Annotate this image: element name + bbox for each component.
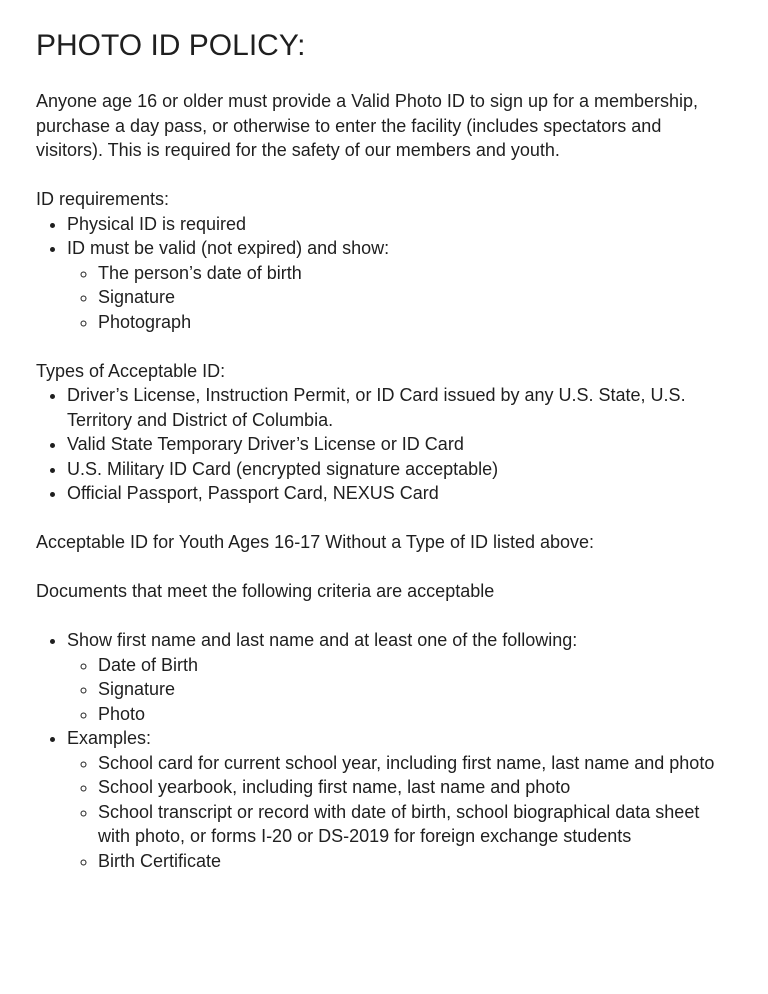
page-title: PHOTO ID POLICY:	[36, 29, 306, 62]
list-item: ◦ School yearbook, including first name, last name and photo	[98, 775, 732, 800]
list-item-text: Examples:	[67, 728, 152, 748]
list-item: • U.S. Military ID Card (encrypted signature acceptable)	[67, 457, 732, 482]
list-item: ◦ Date of Birth	[98, 653, 732, 678]
list-item: ◦ Photograph	[98, 310, 732, 335]
list-item-text: Show first name and last name and at least one of the following:	[67, 630, 578, 650]
id-requirements-heading: ID requirements:	[36, 189, 170, 209]
youth-criteria-sublist	[67, 653, 732, 727]
list-item: • Official Passport, Passport Card, NEXUS Card	[67, 481, 732, 506]
list-item-text: ID must be valid (not expired) and show:	[67, 238, 390, 258]
list-item	[67, 628, 732, 726]
list-item: ◦ Birth Certificate	[98, 849, 732, 874]
youth-heading: Acceptable ID for Youth Ages 16-17 Without a Type of ID listed above:	[36, 532, 595, 552]
youth-examples-sublist	[67, 751, 732, 874]
youth-criteria-list	[36, 628, 732, 873]
list-item: ◦ Photo	[98, 702, 732, 727]
list-item: • Driver’s License, Instruction Permit, or ID Card issued by any U.S. State, U.S. Territory and District of Columbia.	[67, 383, 732, 432]
id-requirements-sublist	[67, 261, 732, 335]
id-requirements-list	[36, 212, 732, 335]
intro-paragraph: Anyone age 16 or older must provide a Valid Photo ID to sign up for a membership, purchase a day pass, or otherwise to enter the facility (includes spectators and visitors). This is required for the safety of our members and youth.	[36, 91, 699, 160]
list-item: ◦ School card for current school year, including first name, last name and photo	[98, 751, 732, 776]
list-item: ◦ Signature	[98, 677, 732, 702]
acceptable-types-heading: Types of Acceptable ID:	[36, 360, 226, 381]
list-item: ◦ School transcript or record with date of birth, school biographical data sheet with photo, or forms I-20 or DS-2019 for foreign exchange students	[98, 800, 732, 849]
list-item: ◦ Signature	[98, 285, 732, 310]
list-item: • Physical ID is required	[67, 212, 732, 237]
list-item: ◦ The person’s date of birth	[98, 261, 732, 286]
list-item	[67, 236, 732, 334]
list-item	[67, 726, 732, 873]
acceptable-types-list	[36, 383, 732, 506]
youth-intro: Documents that meet the following criteria are acceptable	[36, 581, 495, 601]
list-item: • Valid State Temporary Driver’s License or ID Card	[67, 432, 732, 457]
